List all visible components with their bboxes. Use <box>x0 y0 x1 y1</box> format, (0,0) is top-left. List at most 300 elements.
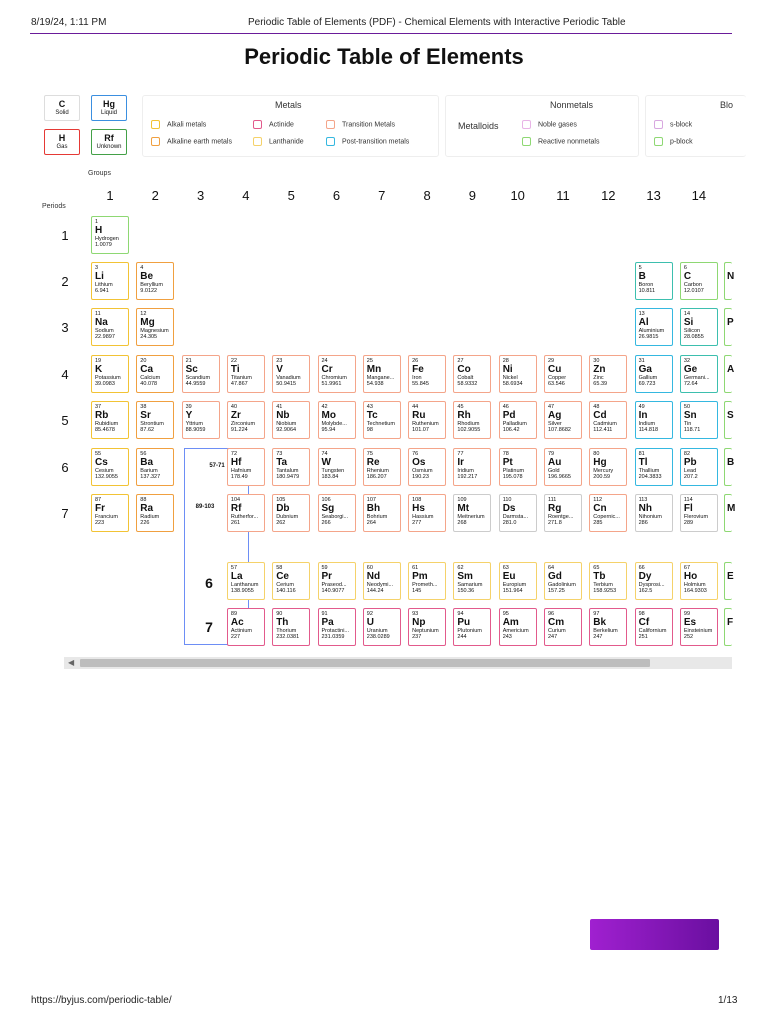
print-page-number: 1/13 <box>718 995 738 1006</box>
element-silicon[interactable] <box>680 308 718 346</box>
element-name: Californium <box>638 628 667 634</box>
element-berkelium[interactable] <box>589 608 627 646</box>
legend-sblock <box>654 120 692 130</box>
element-seaborgi[interactable] <box>318 494 356 532</box>
element-name: Holmium <box>683 582 706 588</box>
element-iron[interactable] <box>408 355 446 393</box>
atomic-number: 43 <box>366 404 373 410</box>
element-beryllium[interactable] <box>136 262 174 300</box>
group-number-9: 9 <box>468 188 476 203</box>
element-name: Beryllium <box>140 282 163 288</box>
element-technetium[interactable] <box>363 401 401 439</box>
atomic-number: 60 <box>366 565 373 571</box>
element-symbol: Mt <box>457 503 470 514</box>
atomic-mass: 195.078 <box>502 474 523 480</box>
legend-alkali <box>151 120 206 130</box>
element-symbol: Y <box>185 410 193 421</box>
atomic-mass: 118.71 <box>683 427 701 433</box>
element-darmsta[interactable] <box>499 494 537 532</box>
element-name: Seaborgi... <box>321 514 349 520</box>
legend-label: s-block <box>670 121 693 129</box>
element-tungsten[interactable] <box>318 448 356 486</box>
atomic-number: 66 <box>638 565 645 571</box>
element-lanthanum[interactable] <box>227 562 265 600</box>
atomic-number: 58 <box>276 565 283 571</box>
element-symbol: H <box>95 225 103 236</box>
atomic-number: 26 <box>412 358 419 364</box>
element-einsteinium[interactable] <box>680 608 718 646</box>
atomic-number: 112 <box>593 497 603 503</box>
element-symbol: Rf <box>230 503 242 514</box>
page-title: Periodic Table of Elements <box>244 44 524 69</box>
legend-lanthanide <box>253 137 304 147</box>
atomic-mass: 54.938 <box>366 381 384 387</box>
atomic-mass: 226 <box>140 520 150 526</box>
atomic-number: 108 <box>412 497 422 503</box>
atomic-mass: 140.116 <box>276 588 296 594</box>
state-label: Gas <box>56 144 68 150</box>
element-symbol: Cr <box>321 364 333 375</box>
group-number-7: 7 <box>378 188 386 203</box>
atomic-mass: 85.4678 <box>95 427 115 433</box>
atomic-number: 13 <box>638 311 645 317</box>
atomic-mass: 44.9559 <box>185 381 206 387</box>
element-name: Silicon <box>683 328 701 334</box>
legend-label: Post-transition metals <box>342 138 410 146</box>
atomic-number: 98 <box>638 611 645 617</box>
element-tantalum[interactable] <box>272 448 310 486</box>
element-symbol: Hs <box>412 503 425 514</box>
element-magnesium[interactable] <box>136 308 174 346</box>
element-symbol: V <box>276 364 283 375</box>
groups-label: Groups <box>88 170 111 177</box>
element-carbon[interactable] <box>680 262 718 300</box>
legend-label: Transition Metals <box>342 121 396 129</box>
legend-label: Lanthanide <box>269 138 304 146</box>
element-copper[interactable] <box>544 355 582 393</box>
atomic-mass: 190.23 <box>412 474 429 480</box>
element-cesium[interactable] <box>91 448 129 486</box>
element-symbol: Pa <box>321 617 334 628</box>
element-molybde[interactable] <box>318 401 356 439</box>
atomic-number: 27 <box>457 358 464 364</box>
element-symbol: K <box>95 364 103 375</box>
element-hassium[interactable] <box>408 494 446 532</box>
group-number-2: 2 <box>151 188 159 203</box>
element-rhodium[interactable] <box>453 401 491 439</box>
element-terbium[interactable] <box>589 562 627 600</box>
element-lithium[interactable] <box>91 262 129 300</box>
atomic-mass: 9.0122 <box>140 288 158 294</box>
legend-alkaline <box>151 137 232 147</box>
element-iridium[interactable] <box>453 448 491 486</box>
element-lead[interactable] <box>680 448 718 486</box>
element-symbol: Sr <box>140 410 151 421</box>
element-symbol: Cn <box>593 503 607 514</box>
element-europium[interactable] <box>499 562 537 600</box>
element-symbol: Mn <box>366 364 382 375</box>
element-sodium[interactable] <box>91 308 129 346</box>
element-partial[interactable] <box>724 262 735 300</box>
scroll-left-arrow-icon[interactable]: ◀ <box>68 658 75 667</box>
element-symbol: E <box>727 571 734 582</box>
atomic-mass: 87.62 <box>140 427 155 433</box>
atomic-number: 12 <box>140 311 147 317</box>
atomic-number: 30 <box>593 358 600 364</box>
atomic-number: 23 <box>276 358 283 364</box>
atomic-mass: 285 <box>593 520 603 526</box>
element-name: Radium <box>140 514 160 520</box>
atomic-number: 92 <box>366 611 373 617</box>
element-zirconium[interactable] <box>227 401 265 439</box>
element-name: Platinum <box>502 468 525 474</box>
period-number-5: 5 <box>61 413 69 428</box>
atomic-number: 25 <box>366 358 373 364</box>
element-name: Zinc <box>593 375 604 381</box>
element-niobium[interactable] <box>272 401 310 439</box>
group-number-4: 4 <box>242 188 250 203</box>
element-symbol: Sg <box>321 503 335 514</box>
atomic-mass: 58.9332 <box>457 381 478 387</box>
group-number-3: 3 <box>196 188 205 203</box>
element-symbol: Ru <box>412 410 426 421</box>
state-symbol: C <box>58 99 66 109</box>
element-name: Rhodium <box>457 421 480 427</box>
element-partial[interactable] <box>724 494 736 532</box>
atomic-number: 80 <box>593 451 600 457</box>
atomic-mass: 244 <box>457 634 467 640</box>
atomic-mass: 137.327 <box>140 474 161 480</box>
element-symbol: Ti <box>230 364 240 375</box>
element-osmium[interactable] <box>408 448 446 486</box>
atomic-mass: 186.207 <box>366 474 387 480</box>
promo-banner-button[interactable] <box>590 919 719 950</box>
element-platinum[interactable] <box>499 448 537 486</box>
periods-label: Periods <box>42 203 66 210</box>
legend-post <box>326 137 409 147</box>
element-name: Terbium <box>593 582 613 588</box>
atomic-number: 49 <box>638 404 645 410</box>
element-rubidium[interactable] <box>91 401 129 439</box>
element-plutonium[interactable] <box>453 608 491 646</box>
element-name: Neodymi... <box>366 582 394 588</box>
element-symbol: Am <box>502 617 519 628</box>
element-calcium[interactable] <box>136 355 174 393</box>
element-symbol: Be <box>140 271 154 282</box>
element-symbol: Ag <box>548 410 562 421</box>
element-symbol: W <box>321 457 331 468</box>
element-gold[interactable] <box>544 448 582 486</box>
element-tin[interactable] <box>680 401 718 439</box>
atomic-mass: 223 <box>95 520 105 526</box>
atomic-number: 63 <box>502 565 509 571</box>
element-name: Calcium <box>140 375 161 381</box>
atomic-mass: 98 <box>366 427 373 433</box>
lanthanide-row-number: 6 <box>205 575 213 591</box>
element-nihonium[interactable] <box>635 494 673 532</box>
element-partial[interactable] <box>724 608 732 646</box>
element-dysprosi[interactable] <box>635 562 673 600</box>
element-hafnium[interactable] <box>227 448 265 486</box>
atomic-number: 55 <box>95 451 102 457</box>
element-symbol: Cm <box>548 617 565 628</box>
element-name: Niobium <box>276 421 297 427</box>
atomic-mass: 264 <box>366 520 376 526</box>
element-symbol: Cu <box>548 364 562 375</box>
atomic-mass: 196.9665 <box>548 474 571 480</box>
element-name: Americium <box>502 628 529 634</box>
element-name: Cobalt <box>457 375 474 381</box>
element-hydrogen[interactable] <box>91 216 129 254</box>
element-gadolinium[interactable] <box>544 562 582 600</box>
atomic-number: 37 <box>95 404 102 410</box>
element-potassium[interactable] <box>91 355 129 393</box>
atomic-mass: 289 <box>683 520 694 526</box>
state-key-gas <box>44 129 80 155</box>
atomic-mass: 150.36 <box>457 588 475 594</box>
horizontal-scrollbar[interactable] <box>64 657 732 669</box>
element-name: Lithium <box>95 282 113 288</box>
atomic-mass: 162.5 <box>638 588 653 594</box>
atomic-mass: 192.217 <box>457 474 478 480</box>
element-symbol: Ac <box>230 617 244 628</box>
element-prometh[interactable] <box>408 562 446 600</box>
element-dubnium[interactable] <box>272 494 310 532</box>
atomic-number: 62 <box>457 565 464 571</box>
element-name: Curium <box>548 628 566 634</box>
header-divider <box>30 33 732 34</box>
element-yttrium[interactable] <box>182 401 220 439</box>
atomic-number: 78 <box>502 451 509 457</box>
atomic-number: 4 <box>140 265 144 271</box>
element-partial[interactable] <box>724 562 732 600</box>
element-name: Magnesium <box>140 328 169 334</box>
element-symbol: Tl <box>638 457 648 468</box>
element-bohrium[interactable] <box>363 494 401 532</box>
atomic-number: 56 <box>140 451 147 457</box>
element-partial[interactable] <box>724 401 732 439</box>
element-samarium[interactable] <box>453 562 491 600</box>
element-flerovium[interactable] <box>680 494 718 532</box>
group-number-14: 14 <box>691 188 707 203</box>
element-name: Dysprosi... <box>638 582 665 588</box>
atomic-mass: 158.9253 <box>593 588 617 594</box>
element-californium[interactable] <box>635 608 673 646</box>
atomic-number: 111 <box>548 497 557 503</box>
element-name: Prometh... <box>412 582 438 588</box>
element-name: Rhenium <box>366 468 389 474</box>
state-key-unknown <box>91 129 127 155</box>
element-name: Hassium <box>412 514 434 520</box>
element-symbol: Sc <box>185 364 198 375</box>
print-url: https://byjus.com/periodic-table/ <box>31 995 172 1006</box>
actinide-range-label: 89-103 <box>195 504 215 510</box>
atomic-mass: 271.8 <box>548 520 562 526</box>
atomic-mass: 6.941 <box>95 288 109 294</box>
atomic-mass: 114.818 <box>638 427 659 433</box>
element-palladium[interactable] <box>499 401 537 439</box>
element-symbol: Rb <box>95 410 109 421</box>
element-name: Indium <box>638 421 656 427</box>
element-copernic[interactable] <box>589 494 627 532</box>
element-barium[interactable] <box>136 448 174 486</box>
element-name: Germani... <box>683 375 710 381</box>
legend-pblock <box>654 137 693 147</box>
atomic-mass: 39.0983 <box>95 381 115 387</box>
atomic-mass: 65.39 <box>593 381 608 387</box>
element-symbol: Fe <box>412 364 424 375</box>
element-mercury[interactable] <box>589 448 627 486</box>
legend-label: Actinide <box>269 121 294 129</box>
element-symbol: Mo <box>321 410 336 421</box>
element-symbol: Pr <box>321 571 333 582</box>
element-partial[interactable] <box>724 355 735 393</box>
state-symbol: Rf <box>104 133 114 143</box>
element-symbol: B <box>638 271 646 282</box>
atomic-mass: 24.305 <box>140 334 158 340</box>
element-gallium[interactable] <box>635 355 673 393</box>
element-name: Strontium <box>140 421 164 427</box>
atomic-mass: 252 <box>683 634 694 640</box>
element-symbol: Ta <box>276 457 288 468</box>
element-titanium[interactable] <box>227 355 265 393</box>
element-protactini[interactable] <box>318 608 356 646</box>
element-symbol: Os <box>412 457 426 468</box>
element-ruthenium[interactable] <box>408 401 446 439</box>
element-symbol: A <box>727 364 735 375</box>
atomic-number: 114 <box>683 497 693 503</box>
atomic-number: 77 <box>457 451 464 457</box>
atomic-mass: 204.3833 <box>638 474 662 480</box>
element-boron[interactable] <box>635 262 673 300</box>
element-symbol: Db <box>276 503 290 514</box>
element-symbol: Al <box>638 317 649 328</box>
atomic-number: 94 <box>457 611 464 617</box>
element-radium[interactable] <box>136 494 174 532</box>
atomic-mass: 227 <box>230 634 241 640</box>
element-aluminium[interactable] <box>635 308 673 346</box>
element-symbol: Ra <box>140 503 154 514</box>
element-strontium[interactable] <box>136 401 174 439</box>
lanthanide-range-label: 57-71 <box>209 463 225 469</box>
atomic-mass: 1.0079 <box>95 242 112 248</box>
element-name: Dubnium <box>276 514 299 520</box>
element-americium[interactable] <box>499 608 537 646</box>
blocks-title: Blo <box>720 100 734 110</box>
legend-swatch <box>151 137 160 146</box>
element-mangane[interactable] <box>363 355 401 393</box>
group-number-11: 11 <box>556 188 570 203</box>
element-rhenium[interactable] <box>363 448 401 486</box>
element-meitnerium[interactable] <box>453 494 491 532</box>
atomic-number: 5 <box>638 265 642 271</box>
element-partial[interactable] <box>724 308 732 346</box>
element-symbol: Dy <box>638 571 652 582</box>
element-actinium[interactable] <box>227 608 265 646</box>
element-partial[interactable] <box>724 448 735 486</box>
element-name: Aluminium <box>638 328 665 334</box>
element-francium[interactable] <box>91 494 129 532</box>
element-holmium[interactable] <box>680 562 718 600</box>
element-symbol: Ir <box>457 457 465 468</box>
element-zinc[interactable] <box>589 355 627 393</box>
legend-swatch <box>253 137 262 146</box>
element-name: Boron <box>638 282 654 288</box>
element-nickel[interactable] <box>499 355 537 393</box>
atomic-mass: 232.0381 <box>276 634 300 640</box>
element-cadmium[interactable] <box>589 401 627 439</box>
atomic-mass: 231.0359 <box>321 634 345 640</box>
legend-swatch <box>326 137 335 146</box>
atomic-number: 3 <box>95 265 99 271</box>
atomic-mass: 50.9415 <box>276 381 297 387</box>
atomic-mass: 200.59 <box>593 474 611 480</box>
group-number-13: 13 <box>646 188 661 203</box>
atomic-number: 104 <box>230 497 241 503</box>
element-symbol: Ce <box>276 571 289 582</box>
element-chromium[interactable] <box>318 355 356 393</box>
element-roentge[interactable] <box>544 494 582 532</box>
element-name: Cesium <box>95 468 114 474</box>
atomic-number: 61 <box>412 565 419 571</box>
element-cobalt[interactable] <box>453 355 491 393</box>
element-curium[interactable] <box>544 608 582 646</box>
element-vanadium[interactable] <box>272 355 310 393</box>
element-indium[interactable] <box>635 401 673 439</box>
element-uranium[interactable] <box>363 608 401 646</box>
atomic-mass: 102.9055 <box>457 427 481 433</box>
atomic-number: 65 <box>593 565 600 571</box>
element-name: Tin <box>683 421 692 427</box>
element-name: Vanadium <box>276 375 301 381</box>
element-symbol: Zn <box>593 364 606 375</box>
atomic-mass: 261 <box>230 520 241 526</box>
element-neodymi[interactable] <box>363 562 401 600</box>
element-thallium[interactable] <box>635 448 673 486</box>
element-symbol: Ds <box>502 503 516 514</box>
element-name: Yttrium <box>185 421 204 427</box>
atomic-number: 21 <box>185 358 192 364</box>
element-symbol: Rh <box>457 410 471 421</box>
atomic-mass: 91.224 <box>230 427 248 433</box>
element-rutherfor[interactable] <box>227 494 265 532</box>
element-name: Cerium <box>276 582 294 588</box>
element-symbol: Es <box>683 617 697 628</box>
element-name: Silver <box>548 421 562 427</box>
atomic-mass: 145 <box>412 588 422 594</box>
atomic-number: 72 <box>230 451 238 457</box>
period-number-6: 6 <box>61 460 69 475</box>
element-thorium[interactable] <box>272 608 310 646</box>
atomic-mass: 106.42 <box>502 427 520 433</box>
atomic-mass: 28.0855 <box>683 334 704 340</box>
element-neptunium[interactable] <box>408 608 446 646</box>
element-germani[interactable] <box>680 355 718 393</box>
metals-title: Metals <box>275 100 302 110</box>
element-silver[interactable] <box>544 401 582 439</box>
element-scandium[interactable] <box>182 355 220 393</box>
atomic-number: 87 <box>95 497 102 503</box>
element-symbol: Cd <box>593 410 607 421</box>
element-praseod[interactable] <box>318 562 356 600</box>
atomic-mass: 63.546 <box>548 381 565 387</box>
element-cerium[interactable] <box>272 562 310 600</box>
scrollbar-thumb[interactable] <box>80 659 650 667</box>
element-name: Nickel <box>502 375 518 381</box>
atomic-mass: 180.9479 <box>276 474 300 480</box>
atomic-number: 45 <box>457 404 464 410</box>
element-name: Neptunium <box>412 628 439 634</box>
